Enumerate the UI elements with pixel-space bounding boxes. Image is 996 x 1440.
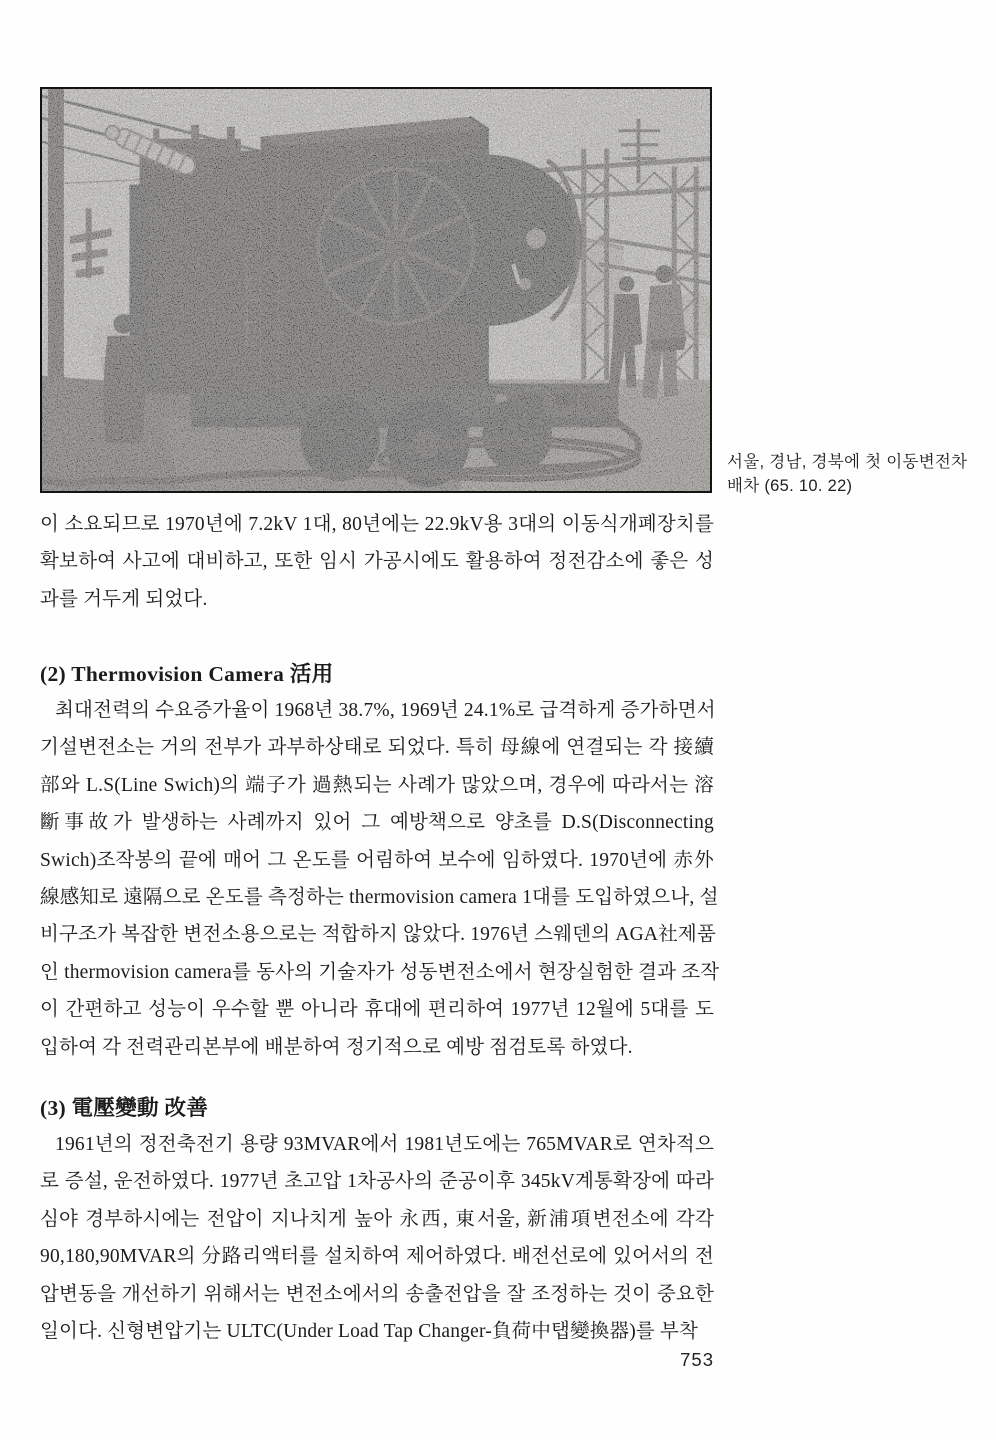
section-3-paragraph [40,1126,714,1350]
photo-grain-light [42,89,710,491]
s3-line-5: 압변동을 개선하기 위해서는 변전소에서의 송출전압을 잘 조정하는 것이 중요한 [40,1283,714,1305]
photo-caption [727,450,977,498]
photo-caption-line-1: 서울, 경남, 경북에 첫 이동변전차 [727,453,968,471]
s2-line-10: 입하여 각 전력관리본부에 배분하여 정기적으로 예방 점검토록 하였다. [40,1036,633,1058]
s3-line-6: 일이다. 신형변압기는 ULTC(Under Load Tap Changer-負荷中탭變換器)를 부착 [40,1320,699,1342]
s3-line-2: 로 증설, 운전하였다. 1977년 초고압 1차공사의 준공이후 345kV계통확장에 따라 [40,1171,714,1193]
s3-line-1: 1961년의 정전축전기 용량 93MVAR에서 1981년도에는 765MVAR로 연차적으 [55,1134,714,1155]
s2-line-3: 部와 L.S(Line Swich)의 端子가 過熱되는 사례가 많았으며, 경우에 따라서는 溶 [40,774,714,796]
section-2-paragraph [40,692,720,1066]
s2-line-2: 기설변전소는 거의 전부가 과부하상태로 되었다. 특히 母線에 연결되는 각 接續 [40,737,714,759]
mobile-substation-photo-illustration [42,89,710,491]
intro-line-2: 확보하여 사고에 대비하고, 또한 임시 가공시에도 활용하여 정전감소에 좋은 성 [40,551,714,573]
photo-caption-line-2: 배차 (65. 10. 22) [727,477,853,495]
intro-line-1: 이 소요되므로 1970년에 7.2kV 1대, 80년에는 22.9kV용 3대의 이동식개폐장치를 [40,514,714,535]
s2-line-9: 이 간편하고 성능이 우수할 뿐 아니라 휴대에 편리하여 1977년 12월에 5대를 도 [40,999,714,1021]
s3-line-4: 90,180,90MVAR의 分路리액터를 설치하여 제어하였다. 배전선로에 있어서의 전 [40,1246,714,1268]
s2-line-1: 최대전력의 수요증가율이 1968년 38.7%, 1969년 24.1%로 급격하게 증가하면서 [55,700,716,721]
s2-line-4: 斷事故가 발생하는 사례까지 있어 그 예방책으로 양초를 D.S(Disconnecting [40,812,714,834]
section-2-heading: (2) Thermovision Camera 活用 [40,662,334,686]
s2-line-8: 인 thermovision camera를 동사의 기술자가 성동변전소에서 현장실험한 결과 조작 [40,961,720,983]
s3-line-3: 심야 경부하시에는 전압이 지나치게 높아 永西, 東서울, 新浦項변전소에 각각 [40,1208,714,1230]
section-3-heading: (3) 電壓變動 改善 [40,1096,209,1120]
intro-paragraph [40,506,714,618]
s2-line-6: 線感知로 遠隔으로 온도를 측정하는 thermovision camera 1대를 도입하였으나, 설 [40,886,719,908]
page-number: 753 [680,1349,714,1370]
photo-figure [40,87,712,493]
s2-line-7: 비구조가 복잡한 변전소용으로는 적합하지 않았다. 1976년 스웨덴의 AGA社제품 [40,924,716,946]
s2-line-5: Swich)조작봉의 끝에 매어 그 온도를 어림하여 보수에 임하였다. 1970년에 赤外 [40,849,714,871]
intro-line-3: 과를 거두게 되었다. [40,588,208,610]
